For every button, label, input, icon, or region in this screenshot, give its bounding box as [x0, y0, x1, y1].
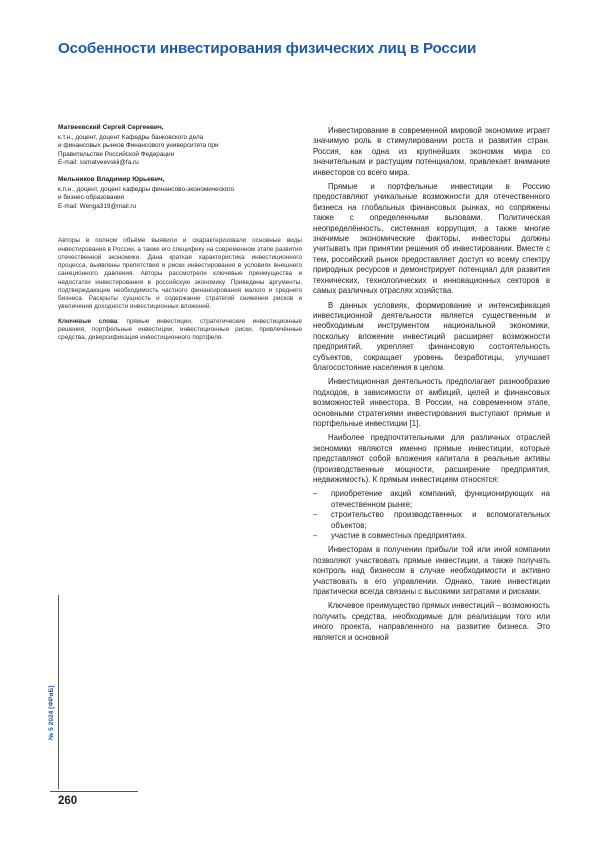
body-paragraph: Инвесторам в получении прибыли той или иной компании позволяют участвовать прямые инвестиции, а также получать контроль над бизнесом в случае необходимости и активно участвовать в его управлении. Однако, такие инвестиции практически всегда связаны с высокими затратами и рисками. [313, 545, 550, 597]
keywords-text: : прямые инвестиции, стратегические инвестиционные решения, портфельные инвестиции, инвестиционные риски, привлечённые средства, диверсификация инвестиционного портфеля. [58, 317, 302, 342]
dash-marker: – [313, 510, 318, 520]
issue-label: № 5 2024 [ФРиБ] [48, 685, 55, 740]
list-item: – приобретение акций компаний, функционирующих на отечественном рынке; [313, 489, 550, 509]
keywords-label: Ключевые слова [58, 317, 118, 325]
article-body [313, 126, 550, 647]
author-position: и бизнес-образования [58, 194, 125, 202]
body-paragraph: Инвестиционная деятельность предполагает разнообразие подходов, в зависимости от амбиций, целей и финансовых возможностей инвестора. В России, на современном этапе, основными стратегиями инвестирования выступают прямые и портфельные инвестиции [1]. [313, 377, 550, 428]
abstract: Авторы в полном объёме выявили и охарактеризовали основные виды инвестирования в России, а также его специфику на современном этапе развития отечественной экономики. Дана краткая характеристика инвестиционного процесса, выявлены препятствия и риски инвестирования в условиях внешнего санкционного давления. Авторы рассмотрели ключевые преимущества и недостатки инвестирования в российскую экономику. Приведены аргументы, подтверждающие необходимость частного финансирования малого и среднего бизнеса. Раскрыты сущность и содержание стратегий снижения рисков и увеличения доходности инвестиционных вложений. [58, 237, 302, 311]
body-paragraph: В данных условиях, формирование и интенсификация инвестиционной деятельности является существенным и необходимым инструментом национальной экономики, поскольку вложение инвестиций расширяет возможности предприятий, укрепляет финансовую состоятельность субъектов, сокращает уровень безработицы, улучшает благосостояние населения в целом. [313, 300, 550, 372]
article-title: Особенности инвестирования физических лиц в России [58, 40, 477, 57]
author-position: Правительстве Российской Федерации [58, 150, 175, 158]
page-number: 260 [58, 795, 78, 807]
author-position: к.п.н., доцент, доцент кафедры финансово-экономического [58, 185, 235, 193]
body-paragraph: Наиболее предпочтительными для различных отраслей экономики являются именно прямые инвестиции, которые представляют собой вложения капитала в реальные активы (производственные мощности, расширение предприятия, недвижимость). К прямым инвестициям относятся: [313, 433, 550, 484]
body-paragraph: Инвестирование в современной мировой экономике играет значимую роль в стимулировании роста и развития стран. Россия, как одна из крупнейших экономик мира со значительным и растущим потенциалом, привлекает внимание инвесторов со всего мира. [313, 126, 550, 177]
direct-investment-list [313, 489, 550, 541]
keywords [58, 318, 302, 343]
author-block-2 [58, 176, 302, 211]
author-position: к.т.н., доцент, доцент Кафедры банковского дела [58, 133, 204, 141]
footer-rule [50, 791, 138, 792]
author-name: Матвеевский Сергей Сергеевич, [58, 124, 164, 131]
dash-marker: – [313, 489, 318, 499]
margin-rule [58, 595, 59, 789]
body-paragraph: Прямые и портфельные инвестиции в Россию предоставляют уникальные возможности для отечественного бизнеса на глобальных финансовых рынках, но сопряжены также с определенными вызовами. Политическая неопределённость, системная коррупция, а также многие значимые экономические факторы, инвесторы должны учитывать при принятии решения об инвестировании. Вместе с тем, российский рынок предоставляет доступ ко всему спектру природных ресурсов и демонстрирует потенциал для развития технических, технологических и инновационных секторов в самых различных отраслях хозяйства. [313, 182, 550, 296]
body-paragraph: Ключевое преимущество прямых инвестиций – возможность получить средства, необходимые для реализации того или иного проекта, направленного на развитие бизнеса. Это является и основной [313, 601, 550, 642]
author-position: и финансовых рынков Финансового университета при [58, 142, 219, 150]
list-item: – строительство производственных и вспомогательных объектов; [313, 510, 550, 530]
dash-marker: – [313, 531, 318, 541]
author-email: E-mail: ssmatveevskii@fa.ru [58, 159, 139, 167]
author-email: E-mail: Wenga319@mail.ru [58, 202, 137, 210]
author-name: Мельников Владимир Юрьевич, [58, 175, 165, 183]
list-item: – участие в совместных предприятиях. [313, 531, 467, 541]
author-block-1 [58, 124, 302, 168]
author-info-column [58, 124, 302, 342]
